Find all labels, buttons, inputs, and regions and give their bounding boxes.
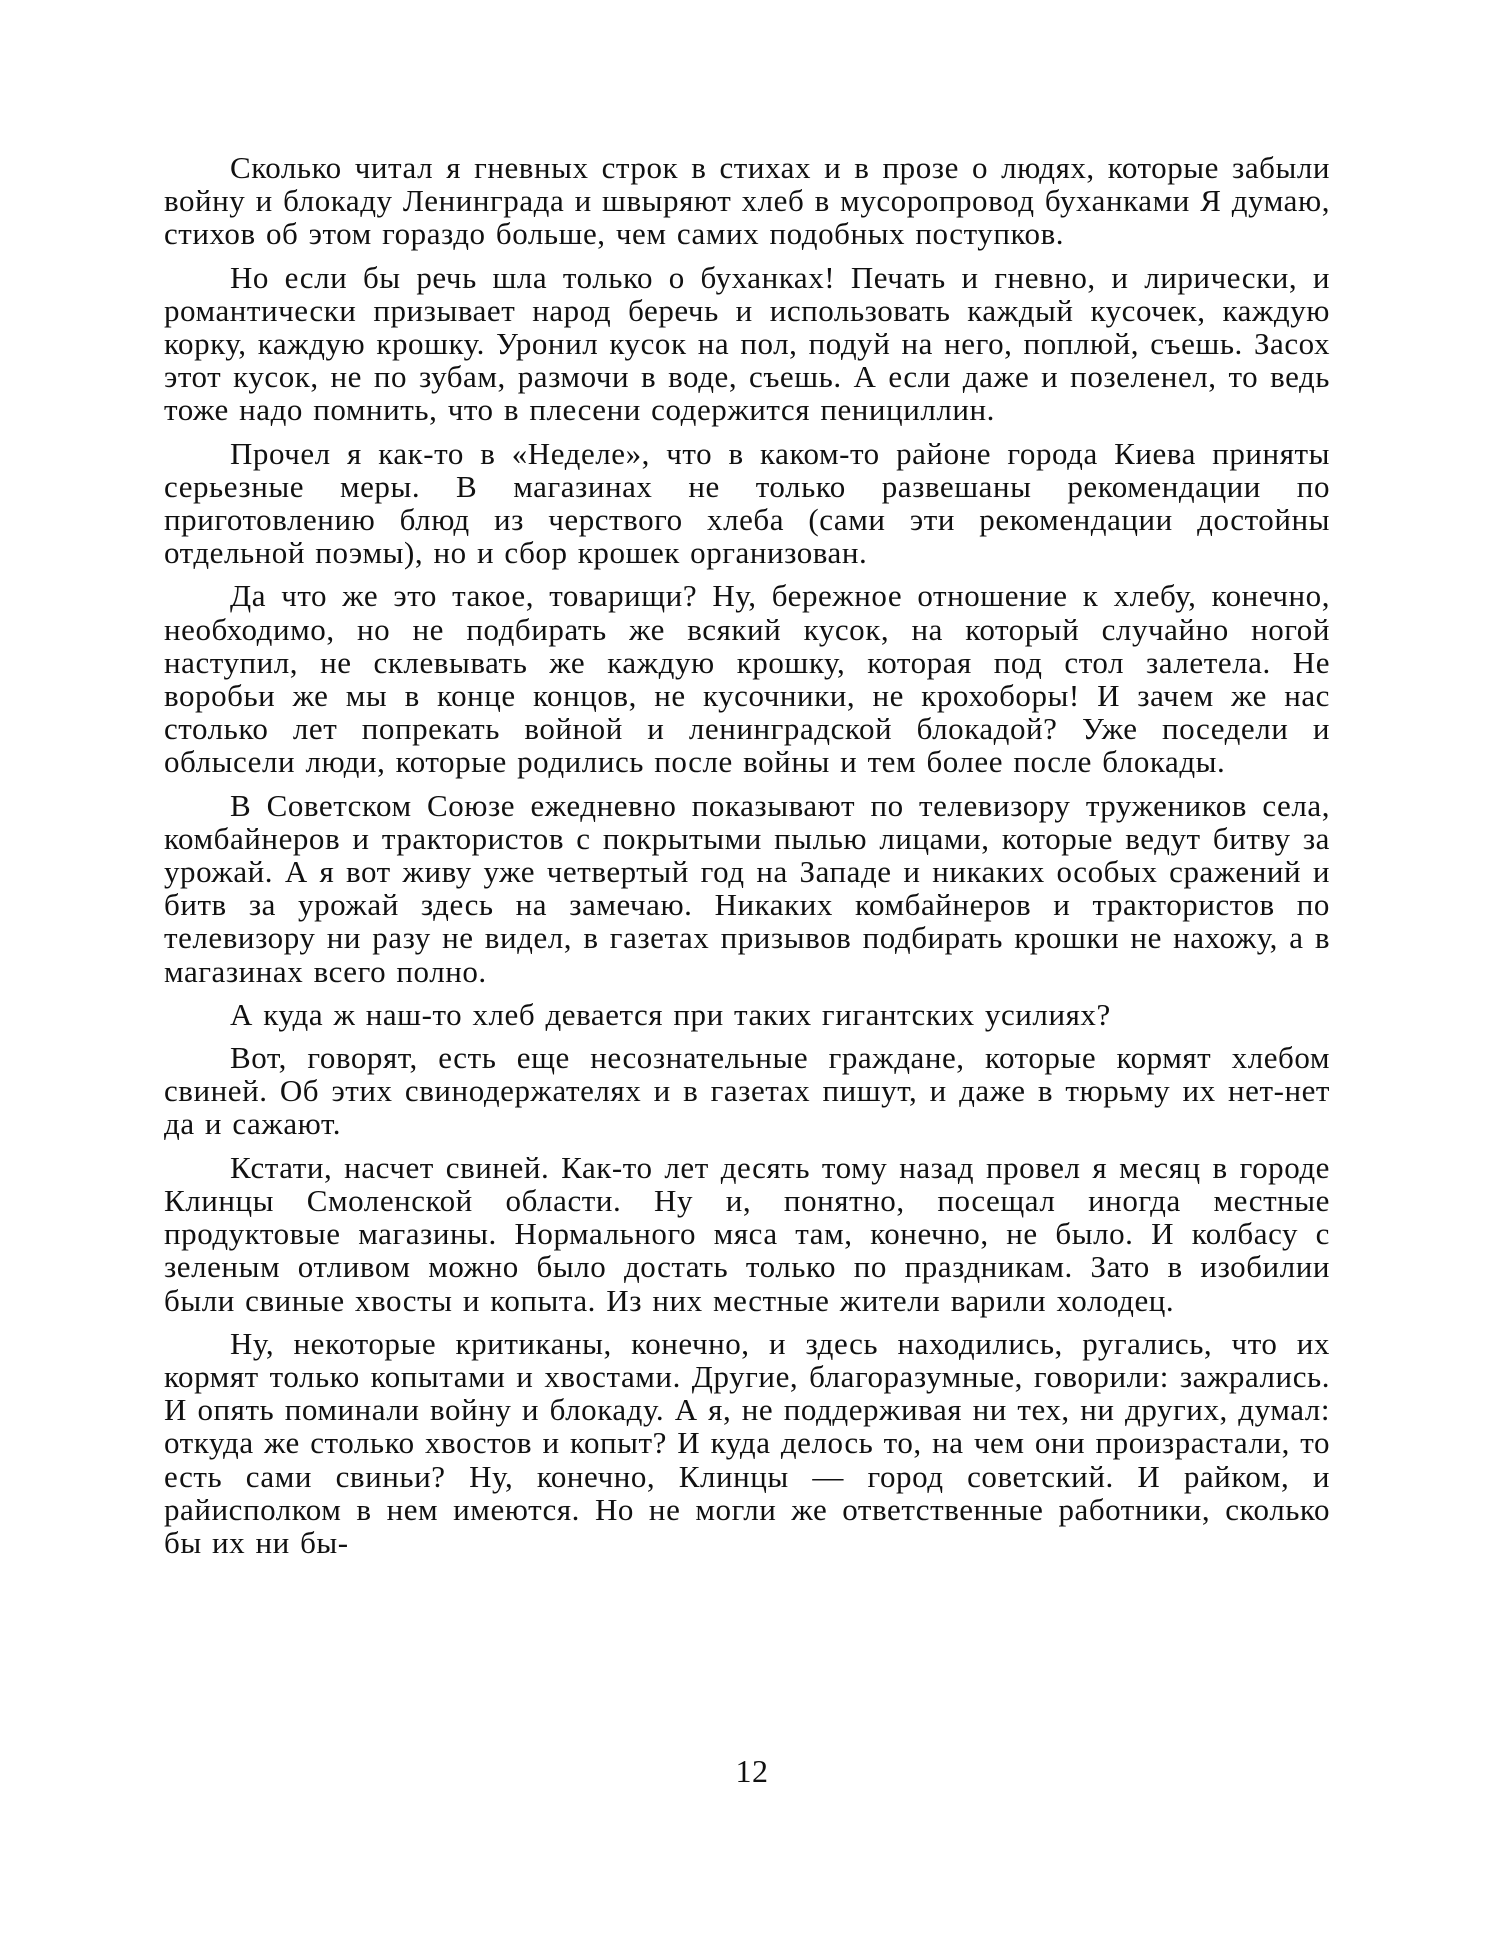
paragraph-4: Да что же это такое, товарищи? Ну, бережное отношение к хлебу, конечно, необходимо, но не подбирать же всякий кусок, на который случайно ногой наступил, не склевывать же каждую крошку, которая под стол залетела. Не воробьи же мы в конце концов, не кусочники, не крохоборы! И зачем же нас столько лет попрекать войной и ленинградской блокадой? Уже поседели и облысели люди, которые родились после войны и тем более после блокады. [164, 578, 1330, 780]
paragraph-6: А куда ж наш-то хлеб девается при таких гигантских усилиях? [230, 996, 1111, 1032]
paragraph-1: Сколько читал я гневных строк в стихах и в прозе о людях, которые забыли войну и блокаду Ленинграда и швыряют хлеб в мусоропровод буханками Я думаю, стихов об этом гораздо больше, чем самих подобных поступков. [164, 150, 1330, 252]
paragraph-5: В Советском Союзе ежедневно показывают по телевизору тружеников села, комбайнеров и трактористов с покрытыми пылью лицами, которые ведут битву за урожай. А я вот живу уже четвертый год на Западе и никаких особых сражений и битв за урожай здесь на замечаю. Никаких комбайнеров и трактористов по телевизору ни разу не видел, в газетах призывов подбирать крошки не нахожу, а в магазинах всего полно. [164, 787, 1330, 989]
paragraph-9: Ну, некоторые критиканы, конечно, и здесь находились, ругались, что их кормят только копытами и хвостами. Другие, благоразумные, говорили: зажрались. И опять поминали войну и блокаду. А я, не поддерживая ни тех, ни других, думал: откуда же столько хвостов и копыт? И куда делось то, на чем они произрастали, то есть сами свиньи? Ну, конечно, Клинцы — город советский. И райком, и райисполком в нем имеются. Но не могли же ответственные работники, сколько бы их ни бы- [164, 1325, 1330, 1560]
paragraph-3: Прочел я как-то в «Неделе», что в каком-то районе города Киева приняты серьезные меры. В магазинах не только развешаны рекомендации по приготовлению блюд из черствого хлеба (сами эти рекомендации достойны отдельной поэмы), но и сбор крошек организован. [164, 435, 1330, 571]
paragraph-8: Кстати, насчет свиней. Как-то лет десять тому назад провел я месяц в городе Клинцы Смоленской области. Ну и, понятно, посещал иногда местные продуктовые магазины. Нормального мяса там, конечно, не было. И колбасу с зеленым отливом можно было достать только по праздникам. Зато в изобилии были свиные хвосты и копыта. Из них местные жители варили холодец. [164, 1149, 1330, 1318]
body-text [164, 151, 1330, 1569]
paragraph-2: Но если бы речь шла только о буханках! Печать и гневно, и лирически, и романтически призывает народ беречь и использовать каждый кусочек, каждую корку, каждую крошку. Уронил кусок на пол, подуй на него, поплюй, съешь. Засох этот кусок, не по зубам, размочи в воде, съешь. А если даже и позеленел, то ведь тоже надо помнить, что в плесени содержится пенициллин. [164, 259, 1330, 428]
page-number: 12 [735, 1753, 769, 1789]
paragraph-7: Вот, говорят, есть еще несознательные граждане, которые кормят хлебом свиней. Об этих свинодержателях и в газетах пишут, и даже в тюрьму их нет-нет да и сажают. [164, 1040, 1330, 1142]
